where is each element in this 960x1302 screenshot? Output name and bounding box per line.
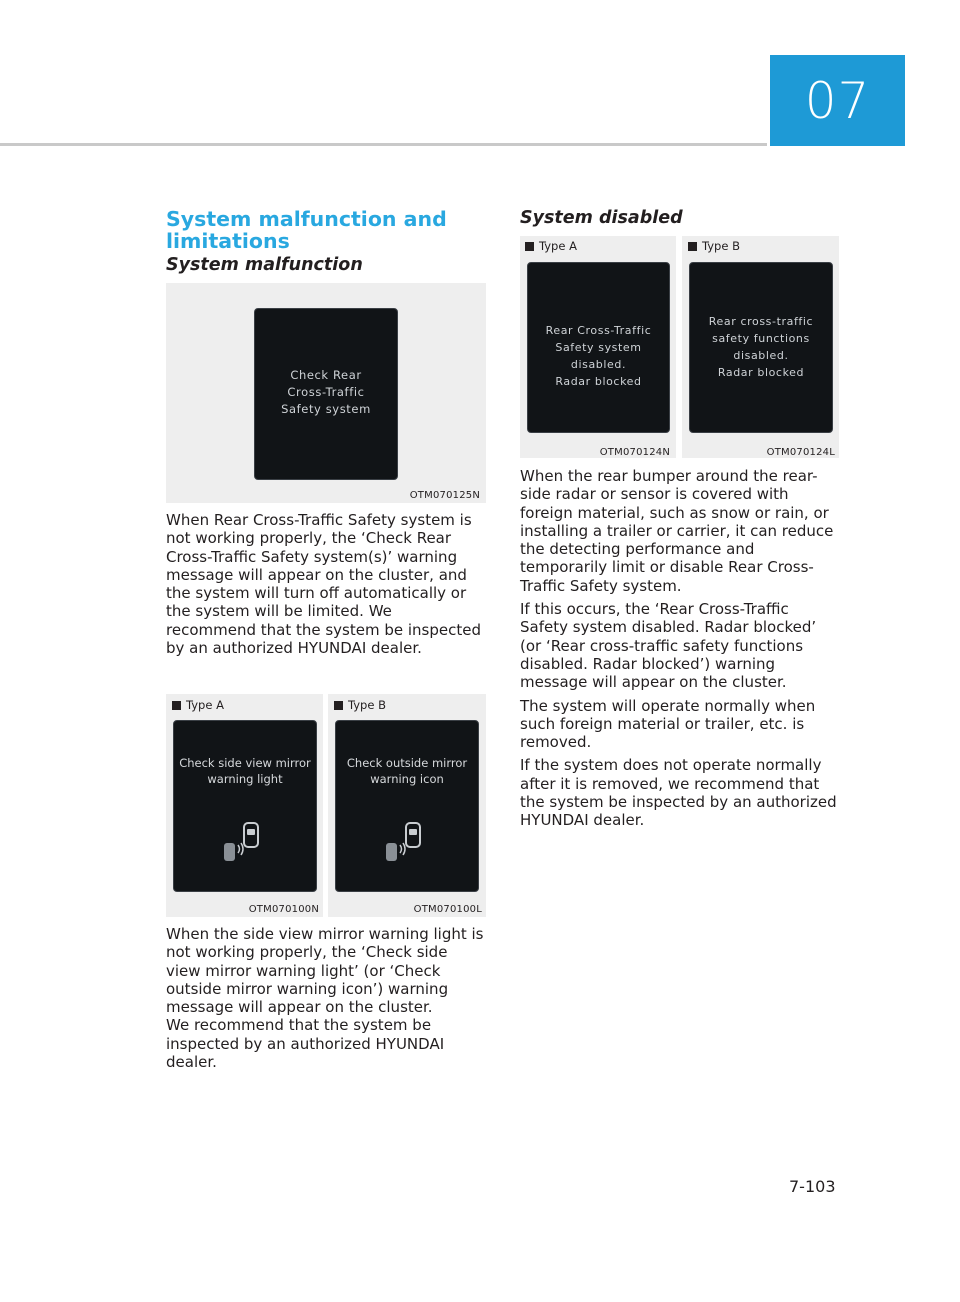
message-line: warning icon bbox=[370, 772, 444, 786]
message-line: Rear Cross-Traffic bbox=[545, 324, 652, 337]
section-heading-line2: limitations bbox=[166, 229, 290, 253]
type-label bbox=[172, 698, 224, 712]
type-label-text: Type A bbox=[539, 239, 577, 253]
figure-code: OTM070124N bbox=[599, 447, 670, 458]
paragraph-mirror bbox=[166, 925, 486, 1076]
subheading-disabled: System disabled bbox=[520, 208, 683, 228]
square-bullet-icon bbox=[334, 701, 343, 710]
message-line: Rear cross-traffic bbox=[708, 315, 814, 328]
message-line: Radar blocked bbox=[555, 375, 642, 388]
paragraph-text: If the system does not operate normally after it is removed, we recommend that the system be inspected by an authorized HYUNDAI dealer. bbox=[520, 756, 837, 830]
figure-type-a-mirror bbox=[166, 694, 323, 917]
cluster-message bbox=[690, 313, 832, 381]
message-line: warning light bbox=[207, 772, 283, 786]
figure-malfunction bbox=[166, 283, 486, 503]
cluster-screen bbox=[254, 308, 398, 480]
cluster-message bbox=[336, 755, 478, 787]
cluster-message bbox=[528, 322, 669, 390]
type-label bbox=[688, 239, 740, 253]
cluster-screen bbox=[527, 262, 670, 433]
message-line: Check side view mirror bbox=[179, 756, 311, 770]
message-line: disabled. bbox=[733, 349, 789, 362]
message-line: Check outside mirror bbox=[346, 756, 468, 770]
figure-type-b-mirror bbox=[328, 694, 486, 917]
paragraph-text: When the rear bumper around the rear-side radar or sensor is covered with foreign material, such as snow or rain, or installing a trailer or carrier, it can reduce the detecting performance and temporarily limit or disable Rear Cross-Traffic Safety system. bbox=[520, 467, 834, 595]
message-line: Check Rear bbox=[290, 368, 362, 382]
figure-code: OTM070100N bbox=[248, 904, 319, 915]
message-line: safety functions bbox=[712, 332, 810, 345]
message-line: Safety system bbox=[281, 402, 371, 416]
type-label-text: Type B bbox=[702, 239, 740, 253]
paragraph-text: We recommend that the system be inspected by an authorized HYUNDAI dealer. bbox=[166, 1016, 445, 1072]
type-label bbox=[334, 698, 386, 712]
cluster-message bbox=[174, 755, 316, 787]
paragraph-text: When the side view mirror warning light is not working properly, the ‘Check side view mirror warning light’ (or ‘Check outside mirror warning icon’) warning message will appear on the cluster. bbox=[166, 925, 484, 1017]
square-bullet-icon bbox=[688, 242, 697, 251]
type-label-text: Type A bbox=[186, 698, 224, 712]
paragraph-malfunction bbox=[166, 511, 486, 662]
square-bullet-icon bbox=[172, 701, 181, 710]
message-line: Cross-Traffic bbox=[287, 385, 365, 399]
page-number: 7-103 bbox=[789, 1177, 836, 1196]
car-radar-icon bbox=[222, 821, 270, 865]
figure-code: OTM070125N bbox=[409, 490, 480, 501]
type-label bbox=[525, 239, 577, 253]
section-heading bbox=[166, 208, 447, 252]
paragraph-text: If this occurs, the ‘Rear Cross-Traffic Safety system disabled. Radar blocked’ (or ‘Rear cross-traffic safety functions disabled. Radar blocked’) warning message will appear on the cluster. bbox=[520, 600, 817, 692]
message-line: Safety system disabled. bbox=[555, 341, 642, 371]
chapter-tab: 07 bbox=[770, 55, 905, 146]
cluster-screen bbox=[335, 720, 479, 892]
figure-type-b-disabled bbox=[682, 236, 839, 458]
header-rule bbox=[0, 143, 767, 146]
message-line: Radar blocked bbox=[717, 366, 805, 379]
cluster-screen bbox=[689, 262, 833, 433]
figure-code: OTM070124L bbox=[766, 447, 835, 458]
cluster-screen bbox=[173, 720, 317, 892]
cluster-message bbox=[255, 367, 397, 418]
paragraph-text: When Rear Cross-Traffic Safety system is not working properly, the ‘Check Rear Cross-Traffic Safety system(s)’ warning message will appear on the cluster, and the system will turn off automatically or the system will be limited. We recommend that the system be inspected by an authorized HYUNDAI dealer. bbox=[166, 511, 481, 658]
section-heading-line1: System malfunction and bbox=[166, 207, 447, 231]
type-label-text: Type B bbox=[348, 698, 386, 712]
figure-type-a-disabled bbox=[520, 236, 676, 458]
paragraph-text: The system will operate normally when such foreign material or trailer, etc. is removed. bbox=[520, 696, 816, 752]
car-radar-icon bbox=[384, 821, 432, 865]
square-bullet-icon bbox=[525, 242, 534, 251]
paragraph-disabled bbox=[520, 467, 838, 835]
subheading-malfunction: System malfunction bbox=[166, 255, 363, 275]
figure-code: OTM070100L bbox=[413, 904, 482, 915]
